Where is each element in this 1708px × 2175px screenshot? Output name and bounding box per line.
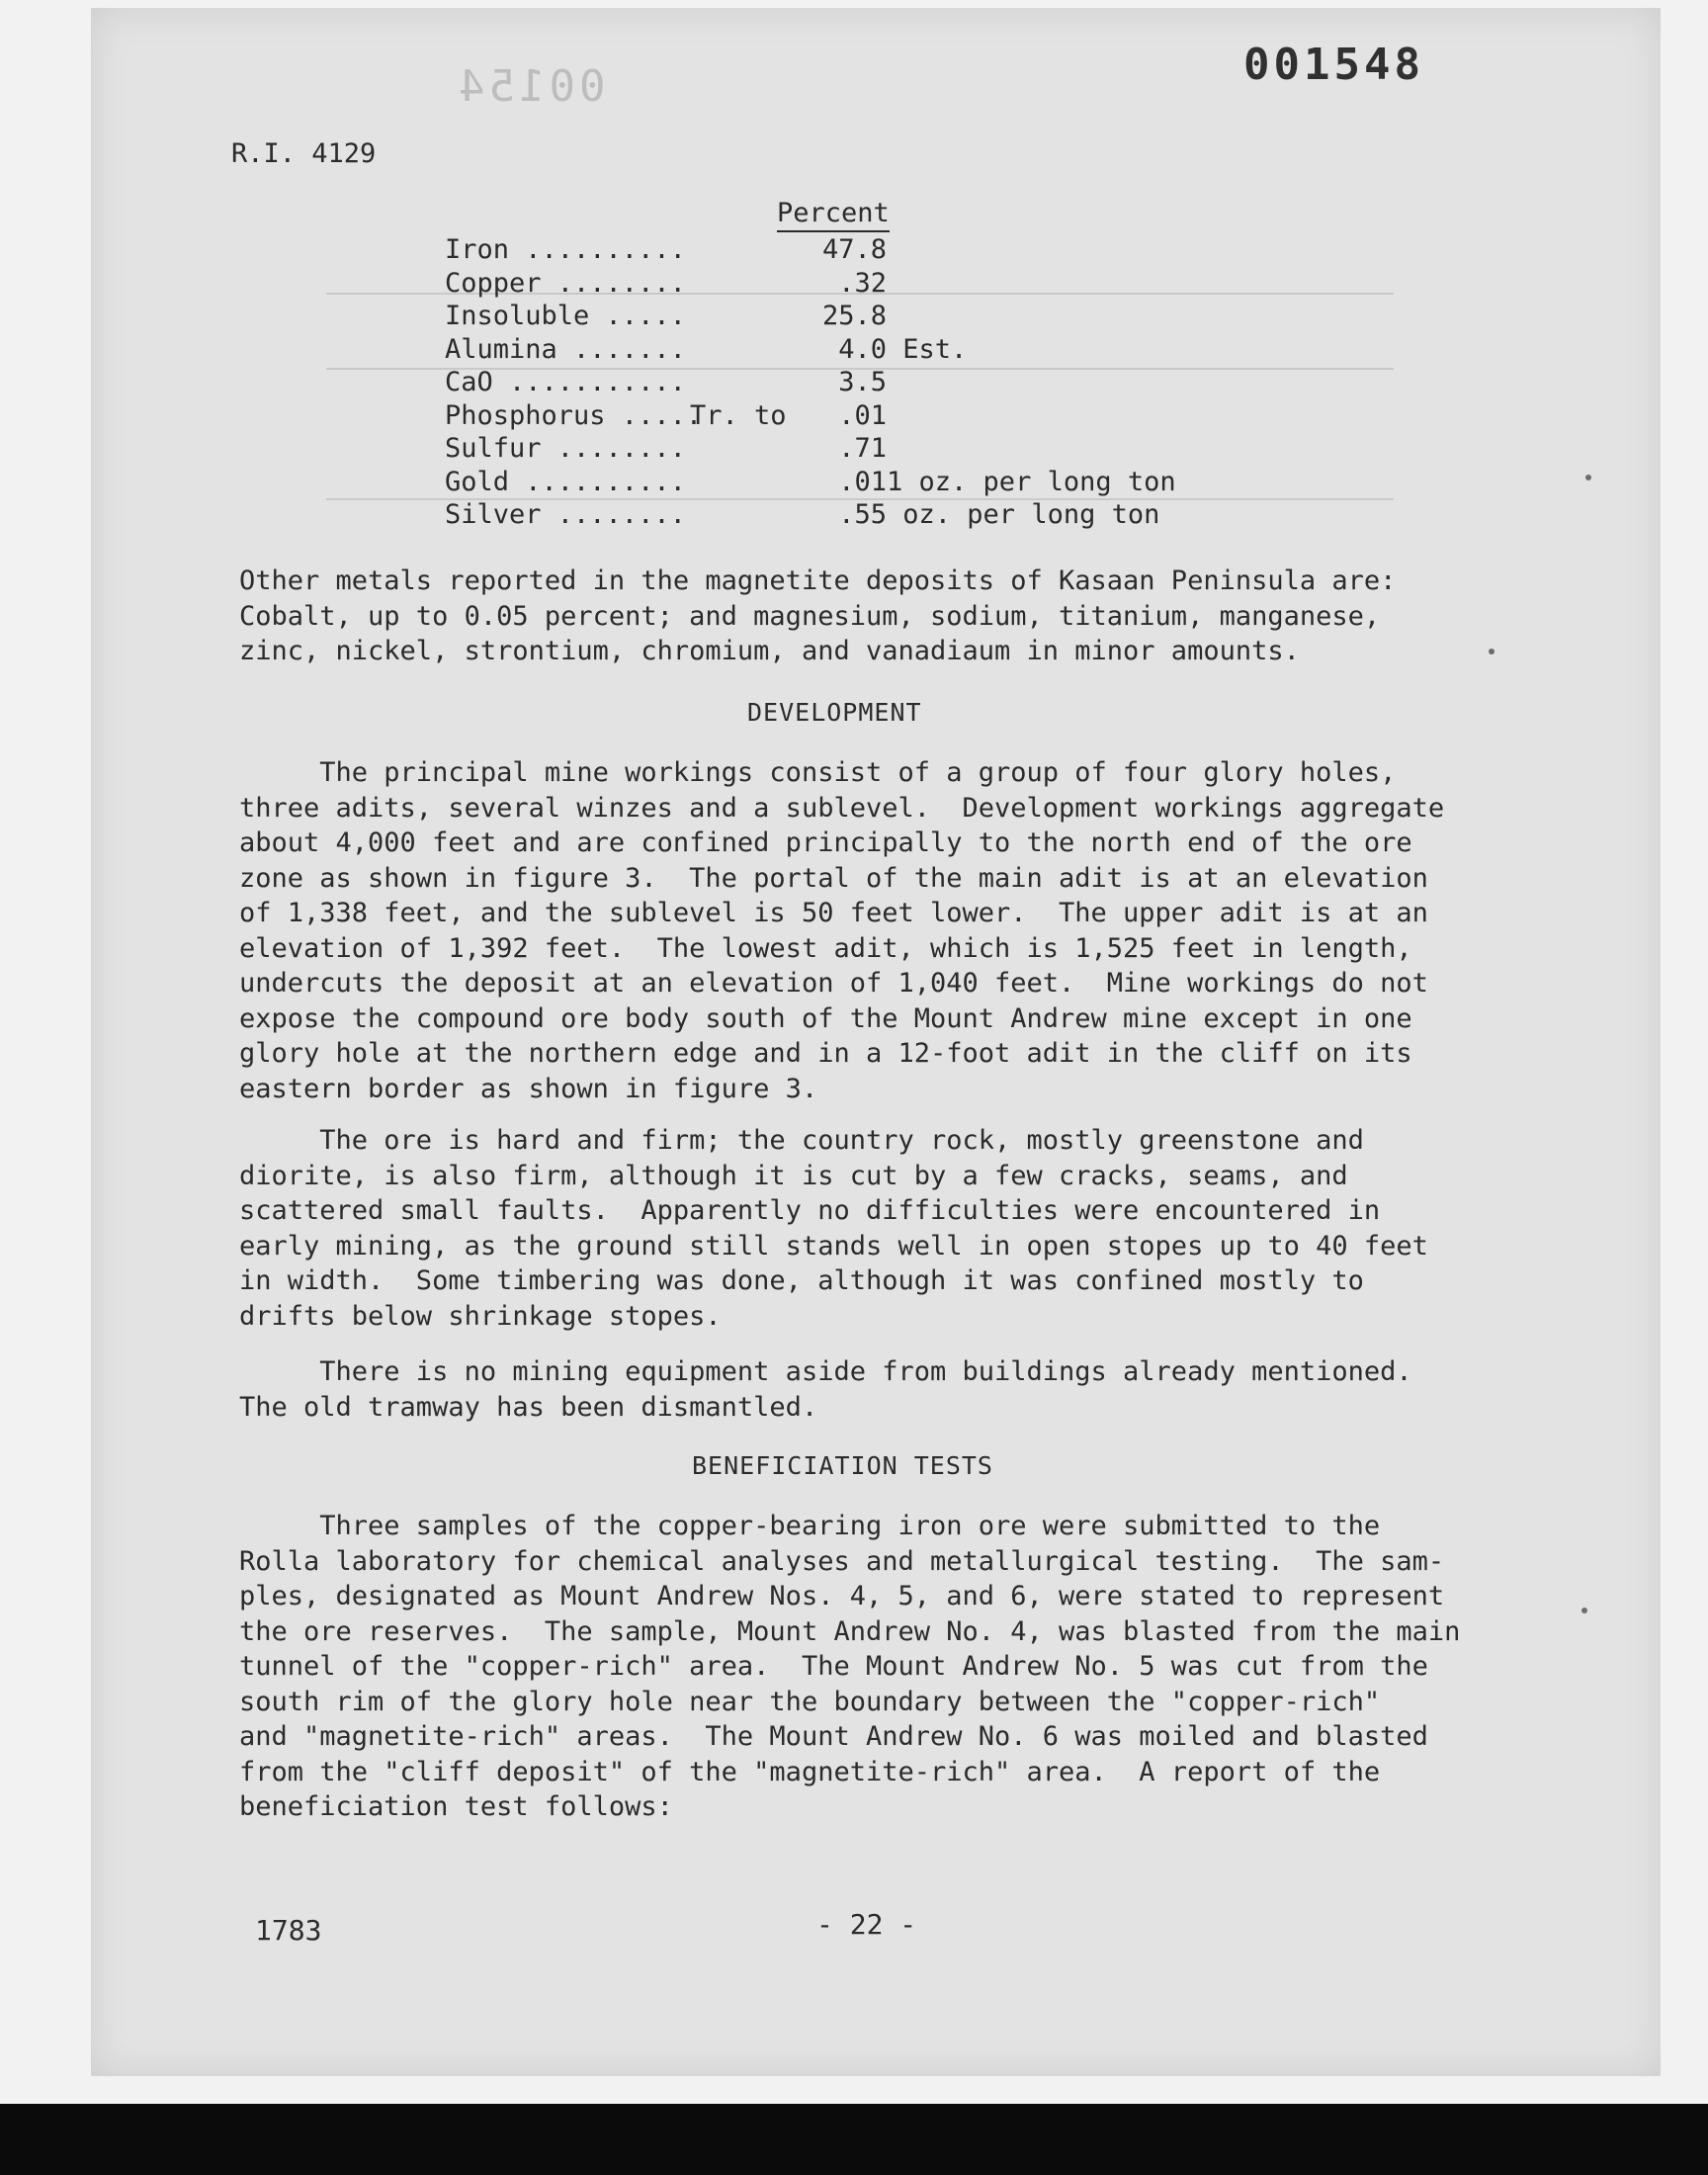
- component-qualifier: [690, 498, 822, 532]
- table-row: [445, 498, 1255, 532]
- beneficiation-paragraph: [239, 1509, 1494, 1825]
- report-id: R.I. 4129: [231, 138, 377, 169]
- section-heading-beneficiation: BENEFICIATION TESTS: [692, 1451, 993, 1480]
- document-stamp-number: 001548: [1243, 40, 1424, 90]
- component-qualifier: [690, 466, 822, 499]
- component-name: Insoluble .....: [445, 301, 686, 331]
- bleed-through-stamp: 00154: [455, 61, 606, 112]
- component-name: Silver ........: [445, 499, 686, 530]
- component-percent: 25.8: [822, 301, 888, 331]
- text-line: The ore is hard and firm; the country rock, mostly greenstone and: [239, 1125, 1364, 1156]
- text-line: undercuts the deposit at an elevation of 1,040 feet. Mine workings do not: [239, 968, 1428, 999]
- component-name: Sulfur ........: [445, 433, 686, 464]
- text-line: There is no mining equipment aside from buildings already mentioned.: [239, 1356, 1412, 1387]
- component-name: Gold ..........: [445, 466, 686, 497]
- component-qualifier: Tr. to: [690, 399, 787, 431]
- text-line: Rolla laboratory for chemical analyses and metallurgical testing. The sam-: [239, 1545, 1445, 1577]
- composition-table: [445, 233, 1255, 532]
- text-line: diorite, is also firm, although it is cut by a few cracks, seams, and: [239, 1160, 1348, 1191]
- component-percent: .01: [822, 399, 888, 431]
- text-line: drifts below shrinkage stopes.: [239, 1300, 722, 1332]
- table-row: [445, 233, 1255, 267]
- component-name: CaO ...........: [445, 367, 686, 397]
- text-line: south rim of the glory hole near the boundary between the "copper-rich": [239, 1686, 1381, 1717]
- table-row: [445, 300, 1255, 333]
- text-line: from the "cliff deposit" of the "magnetite-rich" area. A report of the: [239, 1756, 1381, 1787]
- scan-speck: [1489, 649, 1494, 654]
- text-line: Three samples of the copper-bearing iron ore were submitted to the: [239, 1511, 1381, 1541]
- text-line: scattered small faults. Apparently no difficulties were encountered in: [239, 1195, 1381, 1226]
- table-row: [445, 366, 1255, 399]
- component-qualifier: [690, 366, 822, 399]
- component-percent: .55 oz. per long ton: [822, 499, 1160, 530]
- text-line: Cobalt, up to 0.05 percent; and magnesium, sodium, titanium, manganese,: [239, 600, 1381, 632]
- text-line: and "magnetite-rich" areas. The Mount Andrew No. 6 was moiled and blasted: [239, 1721, 1428, 1752]
- development-paragraph-1: [239, 755, 1494, 1106]
- table-row: [445, 466, 1255, 499]
- section-heading-development: DEVELOPMENT: [747, 698, 922, 727]
- text-line: zone as shown in figure 3. The portal of the main adit is at an elevation: [239, 862, 1428, 894]
- component-name: Alumina .......: [445, 333, 686, 365]
- component-name: Iron ..........: [445, 234, 686, 265]
- table-row: [445, 399, 1255, 433]
- component-percent: 3.5: [822, 367, 888, 397]
- component-percent: 4.0 Est.: [822, 333, 968, 365]
- text-line: in width. Some timbering was done, although it was confined mostly to: [239, 1265, 1364, 1296]
- page-number: - 22 -: [816, 1908, 917, 1941]
- component-qualifier: [690, 432, 822, 466]
- text-line: zinc, nickel, strontium, chromium, and vanadiaum in minor amounts.: [239, 636, 1300, 666]
- text-line: of 1,338 feet, and the sublevel is 50 feet lower. The upper adit is at an: [239, 898, 1428, 928]
- component-qualifier: [690, 233, 822, 267]
- table-row: [445, 333, 1255, 367]
- text-line: the ore reserves. The sample, Mount Andrew No. 4, was blasted from the main: [239, 1615, 1461, 1647]
- development-paragraph-3: [239, 1354, 1494, 1425]
- text-line: tunnel of the "copper-rich" area. The Mount Andrew No. 5 was cut from the: [239, 1651, 1428, 1682]
- table-row: [445, 432, 1255, 466]
- component-percent: .32: [822, 267, 888, 299]
- table-row: [445, 267, 1255, 301]
- component-percent: .71: [822, 433, 888, 464]
- component-qualifier: [690, 300, 822, 333]
- text-line: Other metals reported in the magnetite deposits of Kasaan Peninsula are:: [239, 566, 1397, 596]
- footer-code: 1783: [255, 1914, 322, 1947]
- text-line: ples, designated as Mount Andrew Nos. 4, 5, and 6, were stated to represent: [239, 1581, 1445, 1611]
- text-line: expose the compound ore body south of the Mount Andrew mine except in one: [239, 1002, 1412, 1034]
- text-line: glory hole at the northern edge and in a 12-foot adit in the cliff on its: [239, 1038, 1412, 1069]
- component-percent: .011 oz. per long ton: [822, 466, 1176, 497]
- text-line: eastern border as shown in figure 3.: [239, 1073, 818, 1104]
- development-paragraph-2: [239, 1123, 1494, 1334]
- text-line: three adits, several winzes and a sublevel. Development workings aggregate: [239, 792, 1445, 824]
- other-metals-paragraph: [239, 564, 1494, 669]
- scanner-edge: [0, 2104, 1708, 2175]
- text-line: early mining, as the ground still stands well in open stopes up to 40 feet: [239, 1230, 1428, 1262]
- composition-header: Percent: [777, 198, 890, 232]
- scan-speck: [1581, 1608, 1587, 1613]
- text-line: about 4,000 feet and are confined principally to the north end of the ore: [239, 827, 1412, 858]
- text-line: The old tramway has been dismantled.: [239, 1391, 818, 1423]
- component-qualifier: [690, 333, 822, 367]
- component-name: Copper ........: [445, 267, 686, 299]
- text-line: beneficiation test follows:: [239, 1791, 673, 1822]
- scan-speck: [1585, 475, 1591, 480]
- component-percent: 47.8: [822, 234, 888, 265]
- component-name: Phosphorus .....: [445, 399, 703, 431]
- component-qualifier: [690, 267, 822, 301]
- text-line: The principal mine workings consist of a group of four glory holes,: [239, 757, 1397, 788]
- text-line: elevation of 1,392 feet. The lowest adit, which is 1,525 feet in length,: [239, 932, 1412, 964]
